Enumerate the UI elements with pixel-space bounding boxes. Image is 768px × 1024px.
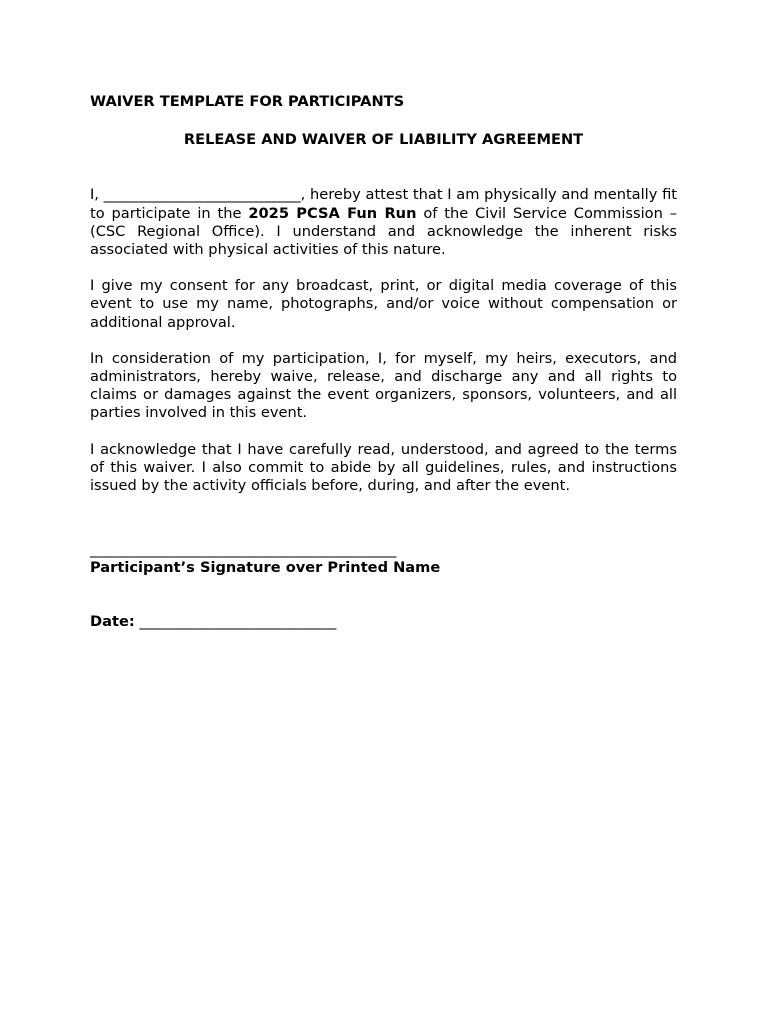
date-label: Date:	[90, 613, 135, 631]
date-row	[90, 613, 677, 631]
paragraph-attestation	[90, 186, 677, 259]
document-title: RELEASE AND WAIVER OF LIABILITY AGREEMENT	[183, 131, 584, 149]
paragraph-media-consent: I give my consent for any broadcast, print, or digital media coverage of this event to use my name, photographs, and/or voice without compensation or additional approval.	[90, 277, 677, 331]
participant-name-blank: ___________________________	[103, 186, 301, 204]
signature-line: __________________________________________	[90, 541, 397, 559]
signature-label: Participant’s Signature over Printed Name	[90, 559, 441, 577]
document-header: WAIVER TEMPLATE FOR PARTICIPANTS	[90, 93, 405, 110]
paragraph-acknowledgement: I acknowledge that I have carefully read, understood, and agreed to the terms of this waiver. I also commit to abide by all guidelines, rules, and instructions issued by the activity officials before, during, and after the event.	[90, 440, 677, 495]
date-line: ___________________________	[134, 613, 337, 631]
event-name: 2025 PCSA Fun Run	[248, 204, 417, 222]
paragraph-attestation-prefix: I,	[90, 186, 104, 204]
waiver-document	[90, 93, 677, 632]
paragraph-attestation-text-a: , hereby attest that I am physically and mentally fit to participate in the	[90, 186, 677, 222]
paragraph-attestation-text-b: of the Civil Service Commission – (CSC Regional Office). I understand and acknowledge the inherent risks associated with physical activities of this nature.	[90, 204, 677, 259]
paragraph-release: In consideration of my participation, I, for myself, my heirs, executors, and administrators, hereby waive, release, and discharge any and all rights to claims or damages against the event organizers, sponsors, volunteers, and all parties involved in this event.	[90, 349, 677, 422]
